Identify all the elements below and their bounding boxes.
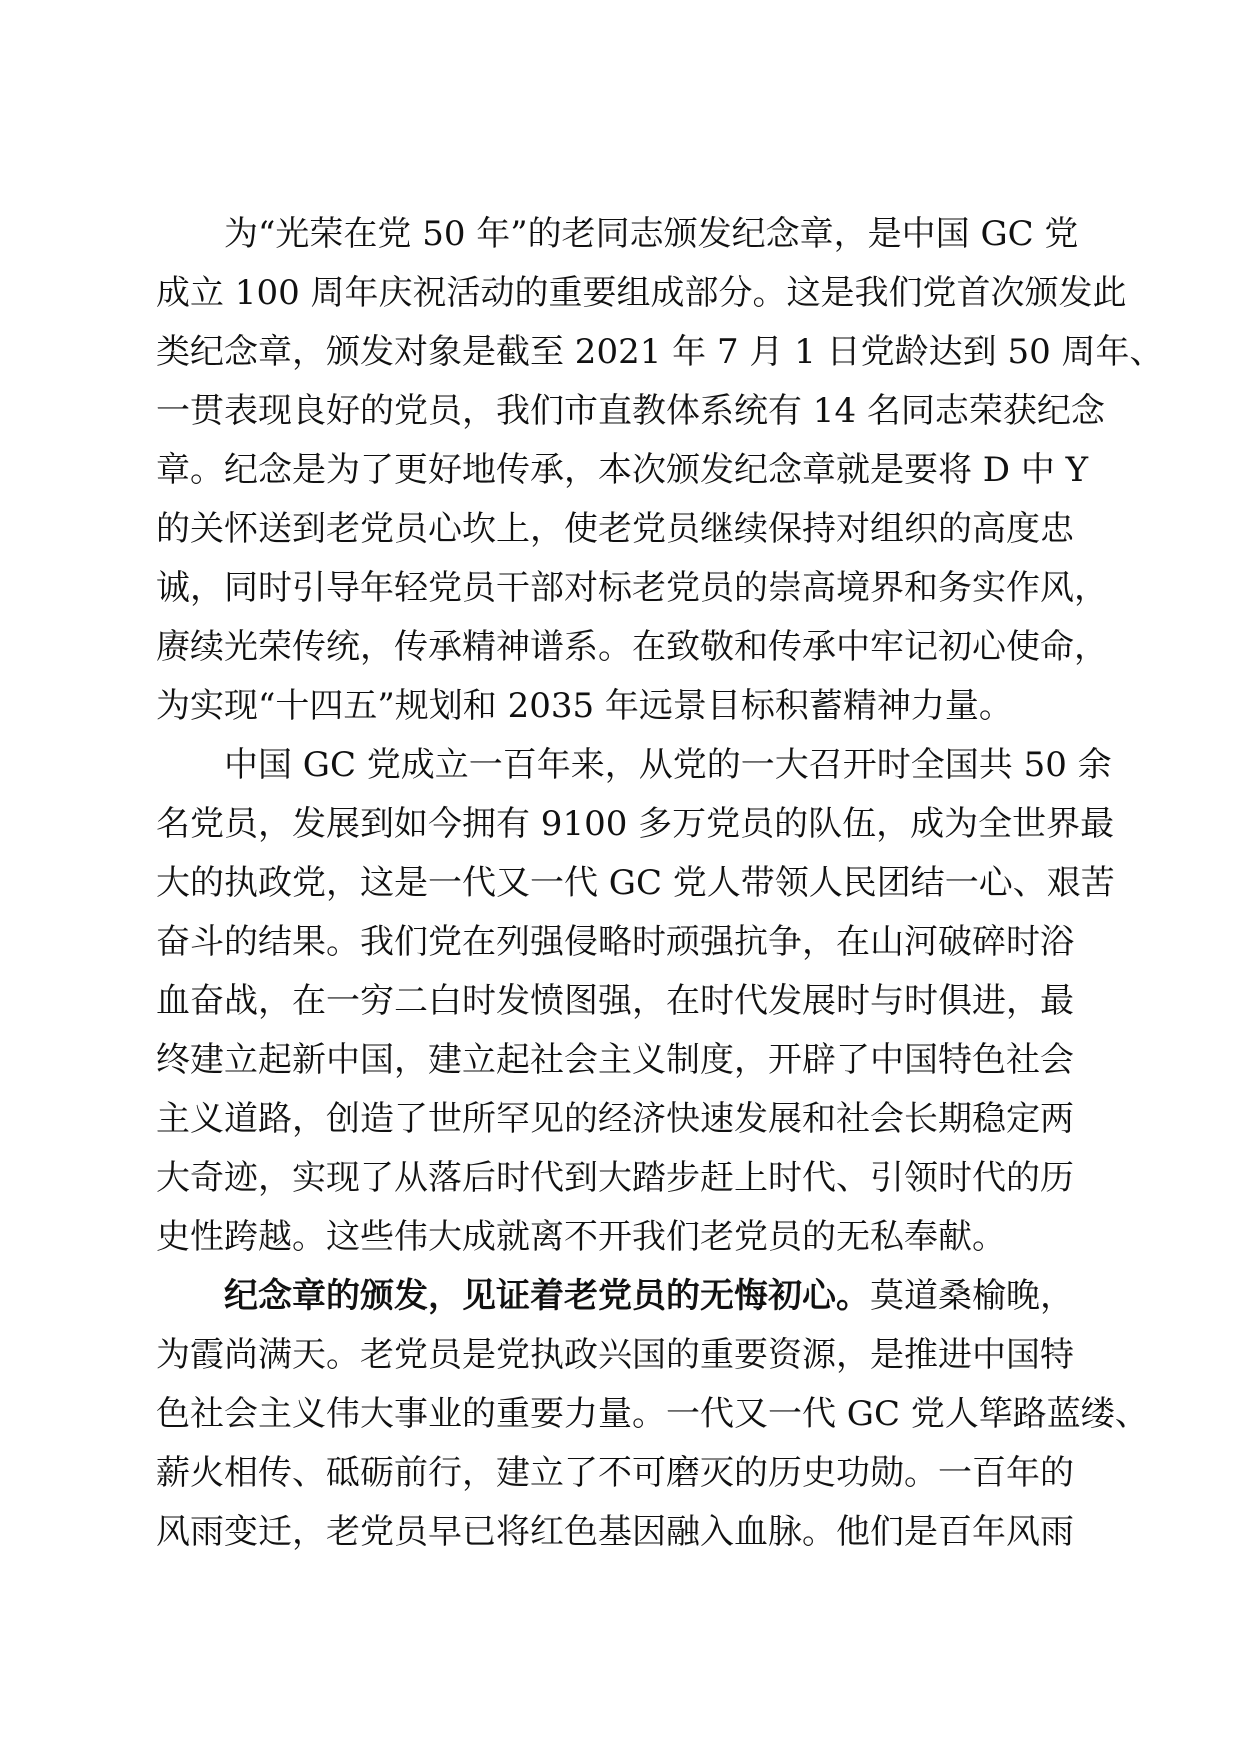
text-line: 为霞尚满天。老党员是党执政兴国的重要资源，是推进中国特 xyxy=(156,1335,1074,1375)
text-line: 为实现“十四五”规划和 2035 年远景目标积蓄精神力量。 xyxy=(156,686,1013,726)
bold-lead-sentence: 纪念章的颁发，见证着老党员的无悔初心。 xyxy=(224,1276,870,1316)
text-line: 大的执政党，这是一代又一代 GC 党人带领人民团结一心、艰苦 xyxy=(156,863,1115,903)
text-line: 赓续光荣传统，传承精神谱系。在致敬和传承中牢记初心使命， xyxy=(156,627,1108,667)
text-line: 终建立起新中国，建立起社会主义制度，开辟了中国特色社会 xyxy=(156,1040,1074,1080)
text-line: 章。纪念是为了更好地传承，本次颁发纪念章就是要将 D 中 Y xyxy=(156,450,1089,490)
text-line: 血奋战，在一穷二白时发愤图强，在时代发展时与时俱进，最 xyxy=(156,981,1074,1021)
text-line: 为“光荣在党 50 年”的老同志颁发纪念章，是中国 GC 党 xyxy=(224,214,1079,254)
text-line: 史性跨越。这些伟大成就离不开我们老党员的无私奉献。 xyxy=(156,1217,1006,1257)
text-line: 薪火相传、砥砺前行，建立了不可磨灭的历史功勋。一百年的 xyxy=(156,1453,1074,1493)
text-line: 中国 GC 党成立一百年来，从党的一大召开时全国共 50 余 xyxy=(224,745,1112,785)
text-line: 风雨变迁，老党员早已将红色基因融入血脉。他们是百年风雨 xyxy=(156,1512,1074,1552)
paragraph-1 xyxy=(156,205,1164,736)
text-line: 成立 100 周年庆祝活动的重要组成部分。这是我们党首次颁发此 xyxy=(156,273,1127,313)
text-line: 类纪念章，颁发对象是截至 2021 年 7 月 1 日党龄达到 50 周年、 xyxy=(156,332,1164,372)
text-line: 的关怀送到老党员心坎上，使老党员继续保持对组织的高度忠 xyxy=(156,509,1074,549)
text-line xyxy=(156,1267,1116,1326)
text-line: 色社会主义伟大事业的重要力量。一代又一代 GC 党人筚路蓝缕、 xyxy=(156,1394,1149,1434)
text-line: 奋斗的结果。我们党在列强侵略时顽强抗争，在山河破碎时浴 xyxy=(156,922,1074,962)
text-line: 大奇迹，实现了从落后时代到大踏步赶上时代、引领时代的历 xyxy=(156,1158,1074,1198)
lead-sentence-rest: 莫道桑榆晚， xyxy=(870,1276,1074,1316)
text-line: 一贯表现良好的党员，我们市直教体系统有 14 名同志荣获纪念 xyxy=(156,391,1105,431)
paragraph-3 xyxy=(156,1267,1149,1562)
text-line: 名党员，发展到如今拥有 9100 多万党员的队伍，成为全世界最 xyxy=(156,804,1115,844)
text-line: 诚，同时引导年轻党员干部对标老党员的崇高境界和务实作风， xyxy=(156,568,1108,608)
paragraph-2 xyxy=(156,736,1116,1267)
text-line: 主义道路，创造了世所罕见的经济快速发展和社会长期稳定两 xyxy=(156,1099,1074,1139)
document-body xyxy=(156,205,1164,1562)
